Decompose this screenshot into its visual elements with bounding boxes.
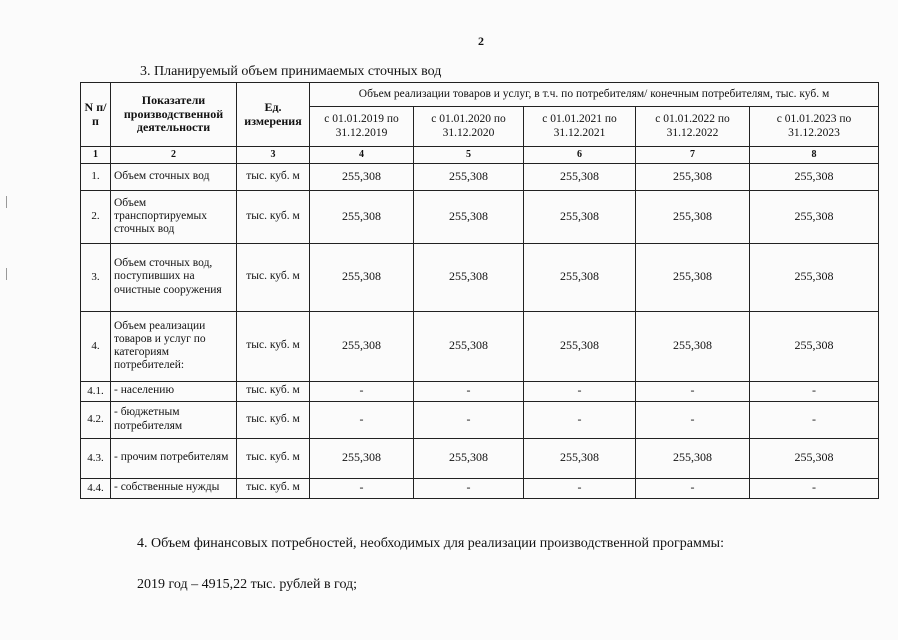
row-number: 1. [81,163,111,190]
column-number: 8 [750,147,879,164]
row-unit: тыс. куб. м [237,401,310,438]
row-number: 2. [81,190,111,243]
header-period-2020: с 01.01.2020 по 31.12.2020 [414,107,524,147]
value-cell: 255,308 [750,190,879,243]
value-cell: 255,308 [524,190,636,243]
value-cell: - [750,401,879,438]
year-2019-line: 2019 год – 4915,22 тыс. рублей в год; [137,577,358,592]
row-indicator: - бюджетным потребителям [111,401,237,438]
column-number: 7 [636,147,750,164]
row-number: 4.4. [81,478,111,498]
table-row [81,381,879,401]
row-number: 4.2. [81,401,111,438]
row-number: 4. [81,311,111,381]
value-cell: - [636,401,750,438]
row-unit: тыс. куб. м [237,381,310,401]
header-period-2023: с 01.01.2023 по 31.12.2023 [750,107,879,147]
value-cell: - [414,401,524,438]
value-cell: 255,308 [750,438,879,478]
page-number: 2 [478,34,484,48]
table-row [81,478,879,498]
table-row [81,438,879,478]
value-cell: - [524,401,636,438]
column-number: 1 [81,147,111,164]
value-cell: 255,308 [414,190,524,243]
value-cell: - [310,401,414,438]
wastewater-volume-table [80,82,879,499]
table-header-row [81,83,879,107]
value-cell: - [524,381,636,401]
value-cell: 255,308 [636,311,750,381]
value-cell: - [310,478,414,498]
value-cell: 255,308 [524,243,636,311]
value-cell: 255,308 [750,311,879,381]
row-indicator: - населению [111,381,237,401]
header-num: N п/п [81,83,111,147]
row-number: 3. [81,243,111,311]
table-row [81,163,879,190]
column-number: 6 [524,147,636,164]
row-unit: тыс. куб. м [237,311,310,381]
row-unit: тыс. куб. м [237,243,310,311]
row-unit: тыс. куб. м [237,190,310,243]
table-row [81,311,879,381]
table-row [81,190,879,243]
value-cell: 255,308 [414,163,524,190]
row-number: 4.3. [81,438,111,478]
row-number: 4.1. [81,381,111,401]
header-indicator: Показатели производственной деятельности [111,83,237,147]
value-cell: 255,308 [414,311,524,381]
row-indicator: Объем сточных вод, поступивших на очистные сооружения [111,243,237,311]
section-3-title: 3. Планируемый объем принимаемых сточных вод [140,64,442,79]
value-cell: 255,308 [524,163,636,190]
value-cell: - [524,478,636,498]
value-cell: - [636,381,750,401]
value-cell: 255,308 [310,438,414,478]
value-cell: 255,308 [310,190,414,243]
row-indicator: Объем транспортируемых сточных вод [111,190,237,243]
value-cell: 255,308 [750,243,879,311]
value-cell: 255,308 [524,438,636,478]
value-cell: 255,308 [636,163,750,190]
column-number: 5 [414,147,524,164]
scan-margin-mark [6,268,7,280]
section-4-paragraph: 4. Объем финансовых потребностей, необходимых для реализации производственной программы: [137,536,724,551]
header-period-2021: с 01.01.2021 по 31.12.2021 [524,107,636,147]
value-cell: - [750,381,879,401]
value-cell: 255,308 [750,163,879,190]
row-indicator: Объем сточных вод [111,163,237,190]
header-group: Объем реализации товаров и услуг, в т.ч. по потребителям/ конечным потребителям, тыс. куб. м [310,83,879,107]
column-number: 2 [111,147,237,164]
value-cell: 255,308 [636,243,750,311]
header-period-2019: с 01.01.2019 по 31.12.2019 [310,107,414,147]
value-cell: 255,308 [310,243,414,311]
column-number: 3 [237,147,310,164]
value-cell: - [636,478,750,498]
value-cell: 255,308 [310,311,414,381]
value-cell: 255,308 [524,311,636,381]
row-indicator: - прочим потребителям [111,438,237,478]
value-cell: - [310,381,414,401]
row-unit: тыс. куб. м [237,478,310,498]
scan-margin-mark [6,196,7,208]
value-cell: - [414,478,524,498]
header-unit: Ед. измерения [237,83,310,147]
value-cell: 255,308 [636,438,750,478]
value-cell: 255,308 [414,243,524,311]
row-indicator: - собственные нужды [111,478,237,498]
header-period-2022: с 01.01.2022 по 31.12.2022 [636,107,750,147]
value-cell: - [750,478,879,498]
table-row [81,243,879,311]
value-cell: 255,308 [636,190,750,243]
table-column-numbers-row [81,147,879,164]
value-cell: 255,308 [310,163,414,190]
row-unit: тыс. куб. м [237,438,310,478]
column-number: 4 [310,147,414,164]
value-cell: 255,308 [414,438,524,478]
table-row [81,401,879,438]
row-unit: тыс. куб. м [237,163,310,190]
row-indicator: Объем реализации товаров и услуг по категориям потребителей: [111,311,237,381]
value-cell: - [414,381,524,401]
